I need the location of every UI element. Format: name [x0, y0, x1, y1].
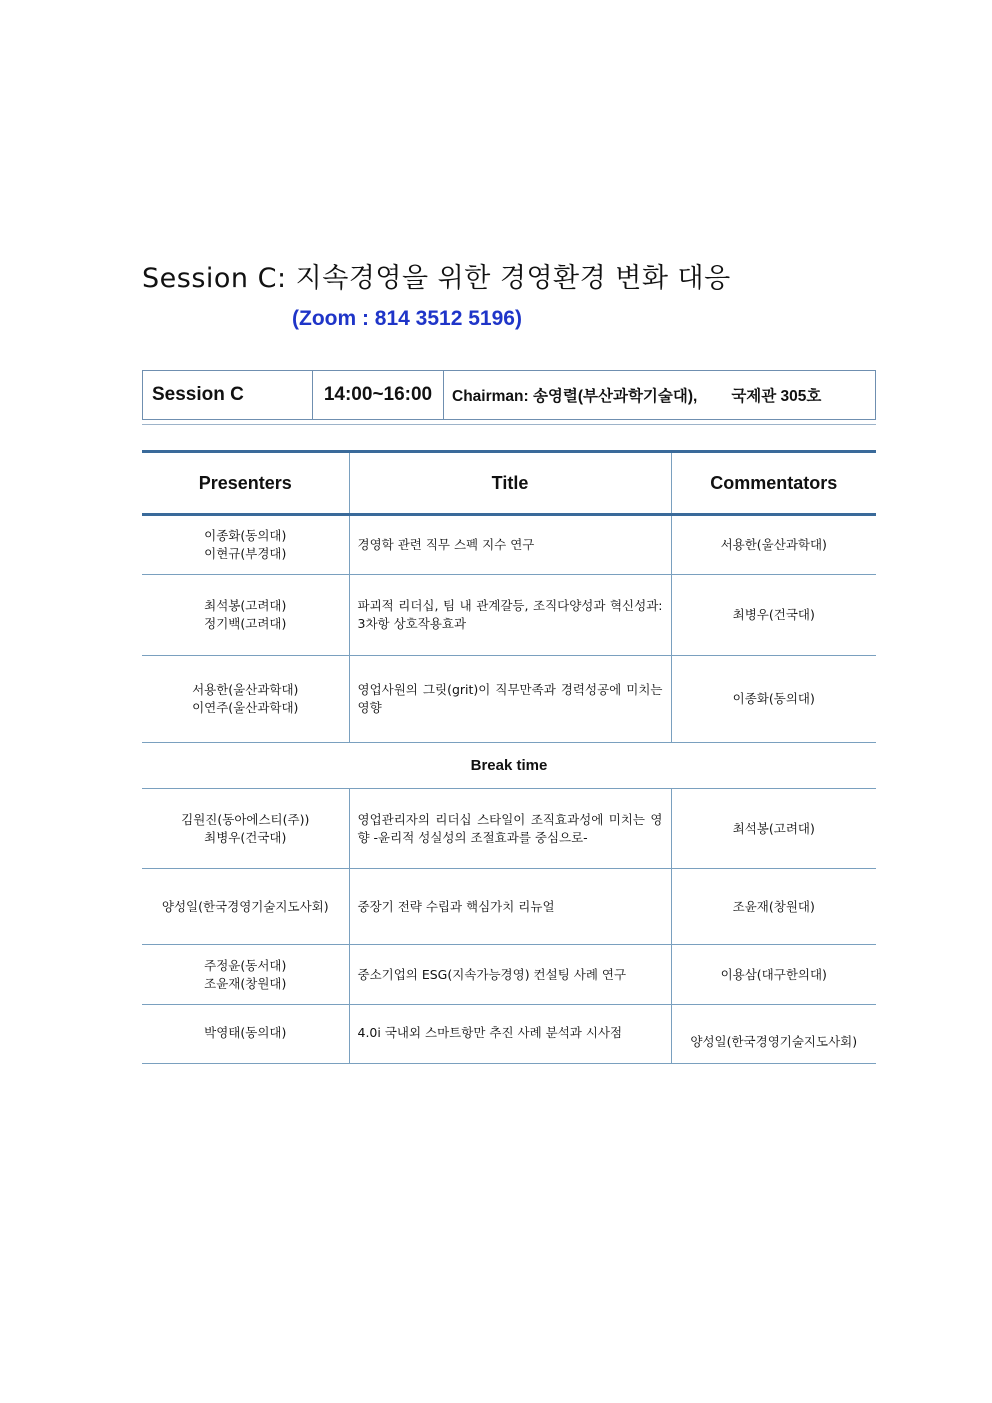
- header-title: Title: [349, 452, 671, 515]
- presenter-name: 조윤재(창원대): [204, 975, 287, 991]
- presenter-name: 양성일(한국경영기술지도사회): [161, 898, 329, 914]
- presenter-name: 김원진(동아에스티(주)): [181, 811, 310, 827]
- presenter-name: 이현규(부경대): [204, 546, 287, 561]
- paper-title: 영업사원의 그릿(grit)이 직무만족과 경력성공에 미치는 영향: [349, 656, 671, 743]
- presenters-cell: [142, 515, 349, 575]
- paper-title: 중소기업의 ESG(지속가능경영) 컨설팅 사례 연구: [349, 945, 671, 1005]
- presenter-name: 서용한(울산과학대): [192, 682, 299, 697]
- paper-title: 영업관리자의 리더십 스타일이 조직효과성에 미치는 영향 -윤리적 성실성의 조절효과를 중심으로-: [349, 789, 671, 869]
- table-row: [142, 789, 876, 869]
- table-row: [142, 575, 876, 656]
- session-title: Session C: 지속경영을 위한 경영환경 변화 대응: [142, 263, 731, 294]
- table-row: [142, 515, 876, 575]
- break-row: [142, 743, 876, 789]
- paper-title: 중장기 전략 수립과 핵심가치 리뉴얼: [349, 869, 671, 945]
- room-label: 국제관 305호: [731, 388, 822, 405]
- table-row: [142, 1005, 876, 1064]
- commentator-name: 이용삼(대구한의대): [671, 945, 876, 1005]
- presenter-name: 이연주(울산과학대): [192, 700, 299, 715]
- presenter-name: 최석봉(고려대): [204, 598, 287, 613]
- break-time-label: Break time: [142, 743, 876, 789]
- zoom-meeting-id: (Zoom : 814 3512 5196): [292, 307, 522, 330]
- commentator-name: 이종화(동의대): [671, 656, 876, 743]
- schedule-table: [142, 450, 876, 1064]
- presenter-name: 이종화(동의대): [204, 528, 287, 543]
- paper-title: 경영학 관련 직무 스펙 지수 연구: [349, 515, 671, 575]
- paper-title: 4.0i 국내외 스마트항만 추진 사례 분석과 시사점: [349, 1005, 671, 1064]
- presenter-name: 박영태(동의대): [204, 1025, 287, 1040]
- presenters-cell: [142, 789, 349, 869]
- session-info-box: [142, 370, 876, 420]
- session-chair-room: [444, 371, 875, 419]
- commentator-name: 최석봉(고려대): [671, 789, 876, 869]
- header-presenters: Presenters: [142, 452, 349, 515]
- header-commentators: Commentators: [671, 452, 876, 515]
- presenter-name: 정기백(고려대): [204, 616, 287, 631]
- table-row: [142, 869, 876, 945]
- presenter-name: 최병우(건국대): [204, 829, 287, 845]
- presenter-name: 주정윤(동서대): [204, 957, 287, 973]
- presenters-cell: [142, 656, 349, 743]
- commentator-name: 서용한(울산과학대): [671, 515, 876, 575]
- presenters-cell: [142, 945, 349, 1005]
- session-time: 14:00~16:00: [313, 371, 444, 419]
- divider: [142, 424, 876, 425]
- presenters-cell: [142, 1005, 349, 1064]
- commentator-name: 최병우(건국대): [671, 575, 876, 656]
- commentator-name: 조윤재(창원대): [671, 869, 876, 945]
- commentator-name: 양성일(한국경영기술지도사회): [671, 1005, 876, 1064]
- table-row: [142, 656, 876, 743]
- chairman-label: Chairman: 송영렬(부산과학기술대),: [452, 388, 698, 405]
- presenters-cell: [142, 869, 349, 945]
- session-name: Session C: [143, 371, 313, 419]
- table-header-row: [142, 452, 876, 515]
- presenters-cell: [142, 575, 349, 656]
- table-row: [142, 945, 876, 1005]
- paper-title: 파괴적 리더십, 팀 내 관계갈등, 조직다양성과 혁신성과: 3차항 상호작용효과: [349, 575, 671, 656]
